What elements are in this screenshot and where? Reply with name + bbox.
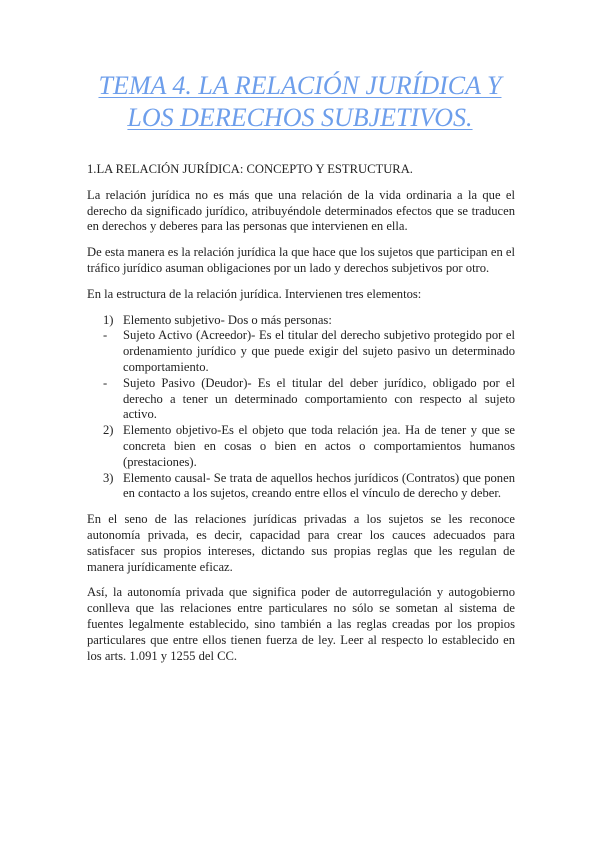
list-item <box>87 328 515 375</box>
list-item <box>87 376 515 423</box>
list-marker: 2) <box>103 423 114 438</box>
title-line-1: TEMA 4. LA RELACIÓN JURÍDICA Y <box>98 71 502 100</box>
paragraph: Así, la autonomía privada que significa poder de autorregulación y autogobierno conlleva que las relaciones entre particulares no sólo se sometan al sistema de fuentes legalmente establecido, sino también a las reglas creadas por los propios particulares que entre ellos tienen fuerza de ley. Leer al respecto lo establecido en los arts. 1.091 y 1255 del CC. <box>87 585 515 663</box>
title-line-2: LOS DERECHOS SUBJETIVOS. <box>127 103 473 132</box>
list-marker: 1) <box>103 312 114 327</box>
list-item <box>87 423 515 470</box>
list-item-text: Elemento objetivo-Es el objeto que toda relación jea. Ha de tener y que se concreta bien en cosas o bien en actos o comportamientos humanos (prestaciones). <box>123 423 515 469</box>
list-item <box>87 471 515 503</box>
paragraph: La relación jurídica no es más que una relación de la vida ordinaria a la que el derecho da significado jurídico, atribuyéndole determinados efectos que se traducen en derechos y deberes para las personas que intervienen en ella. <box>87 187 515 234</box>
paragraph: En la estructura de la relación jurídica. Intervienen tres elementos: <box>87 286 422 301</box>
list-marker: - <box>103 375 108 390</box>
list-item <box>87 313 515 329</box>
list-marker: 3) <box>103 470 114 485</box>
paragraph: De esta manera es la relación jurídica la que hace que los sujetos que participan en el tráfico jurídico asuman obligaciones por un lado y derechos subjetivos por otro. <box>87 245 516 275</box>
paragraph: En el seno de las relaciones jurídicas privadas a los sujetos se les reconoce autonomía privada, es decir, capacidad para crear los cauces adecuados para satisfacer sus propios intereses, dictando sus propias reglas que les regulan de manera jurídicamente eficaz. <box>87 512 515 574</box>
document-title <box>60 70 540 134</box>
section-heading: 1.LA RELACIÓN JURÍDICA: CONCEPTO Y ESTRUCTURA. <box>87 162 413 176</box>
list-marker: - <box>103 328 108 343</box>
list-item-text: Sujeto Pasivo (Deudor)- Es el titular del deber jurídico, obligado por el derecho a tener un determinado comportamiento con respecto al sujeto activo. <box>123 375 515 422</box>
elements-list <box>87 313 515 503</box>
list-item-text: Sujeto Activo (Acreedor)- Es el titular del derecho subjetivo protegido por el ordenamiento jurídico y que puede exigir del sujeto pasivo un determinado comportamiento. <box>123 328 515 374</box>
document-body <box>87 162 515 674</box>
list-item-text: Elemento causal- Se trata de aquellos hechos jurídicos (Contratos) que ponen en contacto a los sujetos, creando entre ellos el vínculo de derecho y deber. <box>123 470 515 501</box>
list-item-text: Elemento subjetivo- Dos o más personas: <box>123 312 332 327</box>
